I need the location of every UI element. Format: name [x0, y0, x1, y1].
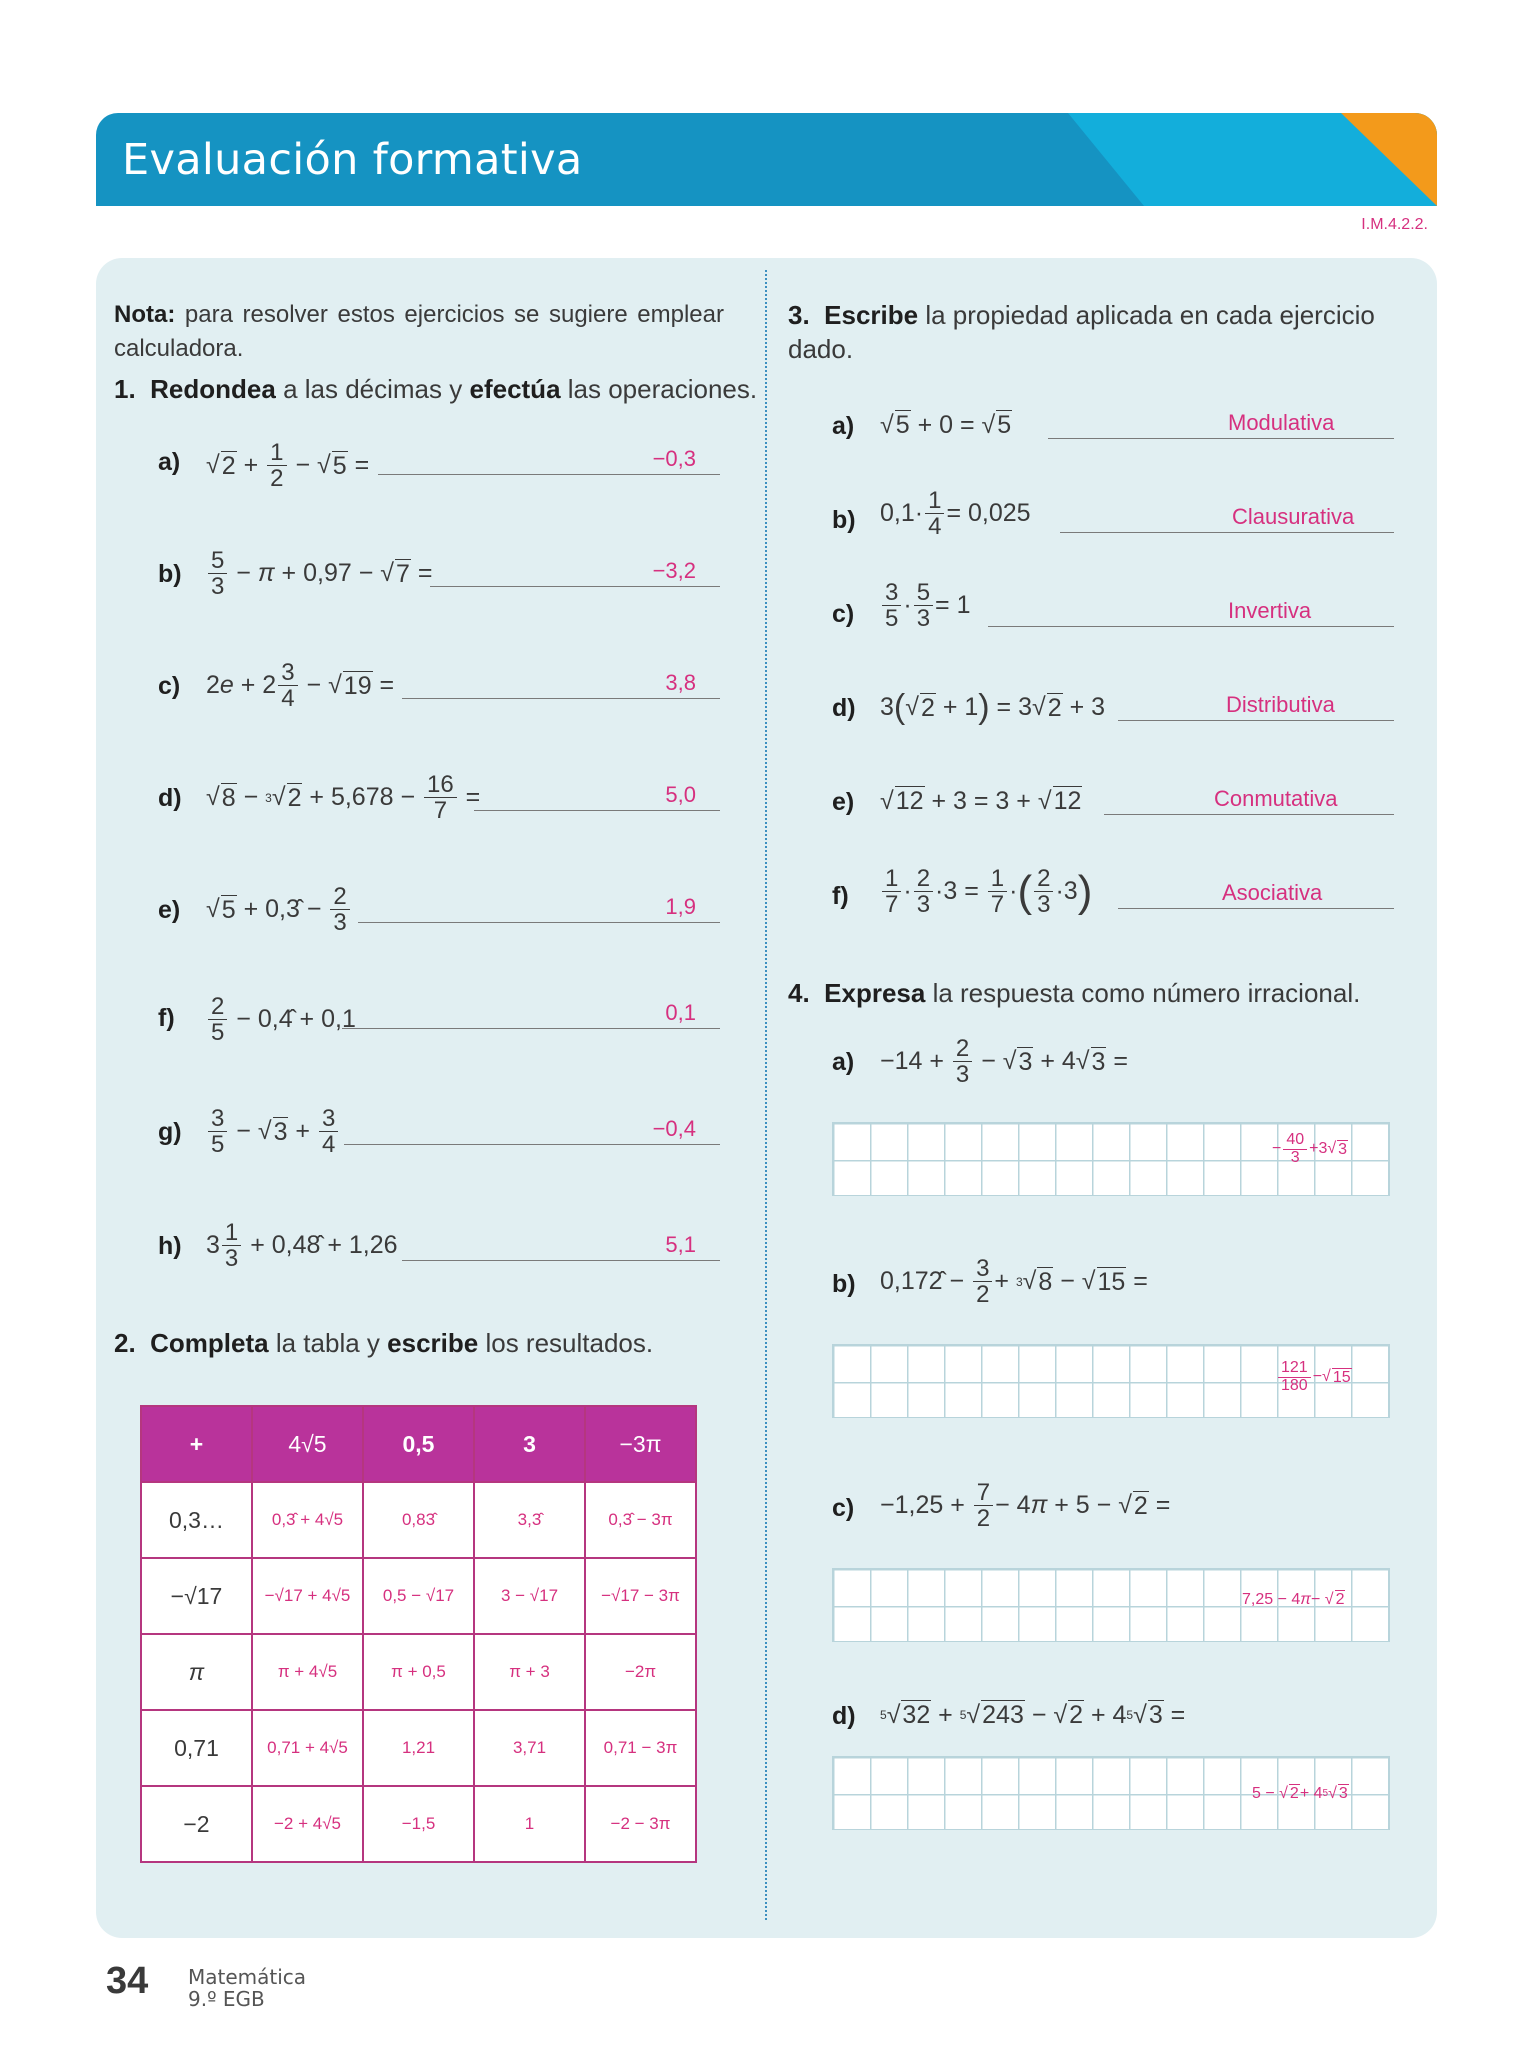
answer: −3,2: [652, 558, 696, 583]
answer-line: [1118, 880, 1394, 909]
expression: 0,1· $\frac{1}{4}$ = 0,025: [880, 487, 1031, 541]
note: [114, 298, 724, 366]
expression: 5 √ 32 + 5 √ 243 − √ 2 + 4 5 √ 3 =: [880, 1700, 1186, 1729]
expression: $\frac{2}{5}$ − 0,4̂ + 0,1: [206, 994, 356, 1045]
answer-line: [402, 1232, 720, 1261]
table-cell: 0,3…: [141, 1482, 252, 1558]
table-cell: 1,21: [363, 1710, 474, 1786]
item-label: d): [158, 784, 182, 812]
table-cell: 1: [474, 1786, 585, 1862]
instruction-text: los resultados.: [485, 1328, 654, 1358]
answer: 0,1: [665, 1000, 696, 1025]
answer: 5,1: [665, 1232, 696, 1257]
expression: $\frac{3}{5}$ · $\frac{5}{3}$ = 1: [880, 580, 971, 631]
table-cell: 0,71 + 4√5: [252, 1710, 363, 1786]
table-cell: 0,83̂: [363, 1482, 474, 1558]
item-label: e): [158, 896, 181, 924]
answer-line: [344, 1116, 720, 1145]
expression: $\frac{1}{7}$ · $\frac{2}{3}$ ·3 = $\frac{1}{7}$ · ( $\frac{2}{3}$ ·3 ): [880, 866, 1092, 917]
expression: 0,172̂ − $\frac{3}{2}$ + 3 √ 8 − √ 15 =: [880, 1255, 1148, 1309]
item-label: f): [832, 882, 849, 910]
expression: $\frac{3}{5}$ − √ 3 + $\frac{3}{4}$: [206, 1106, 340, 1157]
instruction-text: a las décimas y: [283, 374, 463, 404]
expression: √ 5 + 0 = √ 5: [880, 410, 1012, 439]
expression: 2 e + 2 $\frac{3}{4}$ − √ 19 =: [206, 659, 395, 713]
instruction-text: las operaciones.: [567, 374, 758, 404]
answer: 3,8: [665, 670, 696, 695]
grid-answer: 7,25 − 4 π − √ 2: [1242, 1590, 1345, 1608]
item-label: c): [158, 672, 181, 700]
table-header-cell: 4√5: [252, 1406, 363, 1482]
grade: 9.º EGB: [188, 1987, 265, 2011]
page-number: 34: [106, 1960, 149, 2002]
answer-line: [402, 670, 720, 699]
item-label: d): [832, 1702, 856, 1730]
table-cell: 3,71: [474, 1710, 585, 1786]
header-banner: [96, 113, 1437, 206]
answer-line: [1060, 504, 1394, 533]
answer: 1,9: [665, 894, 696, 919]
table-header-cell: +: [141, 1406, 252, 1482]
item-label: h): [158, 1232, 182, 1260]
table-row: [141, 1482, 696, 1558]
note-label: Nota:: [114, 301, 176, 328]
answer: −0,4: [652, 1116, 696, 1141]
table-cell: π + 4√5: [252, 1634, 363, 1710]
instruction-text: la respuesta como número irracional.: [932, 978, 1361, 1008]
expression: $\frac{5}{3}$ − π + 0,97 − √ 7 =: [206, 548, 432, 599]
grid-answer: 5 − √ 2 + 4 5 √ 3: [1252, 1784, 1348, 1802]
exercise-3-instruction: [788, 298, 1400, 366]
item-label: b): [158, 560, 182, 588]
instruction-verb: Completa: [150, 1328, 269, 1358]
table-header-cell: 0,5: [363, 1406, 474, 1482]
expression: √ 5 + 0,3̂ − $\frac{2}{3}$: [206, 884, 352, 935]
table-cell: 0,71: [141, 1710, 252, 1786]
item-label: e): [832, 788, 855, 816]
table-header-cell: −3π: [585, 1406, 696, 1482]
table-header-cell: 3: [474, 1406, 585, 1482]
item-label: c): [832, 1494, 855, 1522]
expression: −14 + $\frac{2}{3}$ − √ 3 + 4√ 3 =: [880, 1035, 1128, 1089]
answer: Asociativa: [1222, 880, 1323, 905]
answer-line: [430, 558, 720, 587]
answer-line: [988, 598, 1394, 627]
table-cell: −√17 − 3π: [585, 1558, 696, 1634]
table-row: [141, 1710, 696, 1786]
instruction-verb: Expresa: [824, 978, 926, 1008]
answer-line: [1104, 786, 1394, 815]
item-label: a): [158, 448, 181, 476]
exercise-number: 3.: [788, 300, 810, 330]
answer-line: [474, 782, 720, 811]
item-label: b): [832, 506, 856, 534]
answer-line: [1118, 692, 1394, 721]
answer-line: [378, 446, 720, 475]
instruction-text: la tabla y: [275, 1328, 380, 1358]
exercise-1-instruction: [114, 372, 757, 406]
grid-answer: − $\frac{40}{3}$ +3√ 3: [1272, 1131, 1348, 1166]
item-label: f): [158, 1004, 175, 1032]
dua-title: DUA: [1207, 13, 1269, 44]
table-cell: −2 + 4√5: [252, 1786, 363, 1862]
item-label: a): [832, 412, 855, 440]
answer-line: [358, 894, 720, 923]
column-divider: [765, 270, 767, 1920]
expression: √ 8 − 3 √ 2 + 5,678 − $\frac{16}{7}$ =: [206, 771, 481, 825]
table-cell: 0,3̂ − 3π: [585, 1482, 696, 1558]
answer: Modulativa: [1228, 410, 1335, 435]
table-header-row: [141, 1406, 696, 1482]
answer-line: [342, 1000, 720, 1029]
item-label: d): [832, 694, 856, 722]
indicator-code: I.M.4.2.2.: [1361, 216, 1428, 233]
instruction-verb: escribe: [387, 1328, 479, 1358]
dua-subtitle: Acción y expresión: [1123, 52, 1353, 80]
table-cell: −√17: [141, 1558, 252, 1634]
answer: −0,3: [652, 446, 696, 471]
table-cell: π + 3: [474, 1634, 585, 1710]
expression: 3 ( √ 2 + 1 ) = 3√ 2 + 3: [880, 688, 1106, 726]
table-cell: 0,3̂ + 4√5: [252, 1482, 363, 1558]
table-cell: 0,71 − 3π: [585, 1710, 696, 1786]
exercise-4-instruction: [788, 976, 1360, 1010]
item-label: a): [832, 1048, 855, 1076]
grid-answer: $\frac{121}{180}$ −√ 15: [1276, 1360, 1352, 1395]
sum-table: [140, 1405, 697, 1863]
instruction-verb: Escribe: [824, 300, 919, 330]
answer: Conmutativa: [1214, 786, 1338, 811]
note-text: para resolver estos ejercicios se sugiere emplear calculadora.: [114, 301, 724, 362]
table-cell: π: [141, 1634, 252, 1710]
answer-line: [1048, 410, 1394, 439]
answer: Invertiva: [1228, 598, 1312, 623]
expression: √ 2 + $\frac{1}{2}$ − √ 5 =: [206, 439, 370, 493]
exercise-2-instruction: [114, 1326, 653, 1360]
table-row: [141, 1558, 696, 1634]
table-cell: −2π: [585, 1634, 696, 1710]
answer: 5,0: [665, 782, 696, 807]
expression: 3 $\frac{1}{3}$ + 0,48̂ + 1,26: [206, 1219, 398, 1273]
table-cell: −2: [141, 1786, 252, 1862]
item-label: c): [832, 600, 855, 628]
table-row: [141, 1786, 696, 1862]
table-cell: −1,5: [363, 1786, 474, 1862]
table-cell: 3,3̂: [474, 1482, 585, 1558]
table-row: [141, 1634, 696, 1710]
instruction-verb: efectúa: [469, 374, 561, 404]
page-title: Evaluación formativa: [122, 135, 583, 185]
answer: Clausurativa: [1232, 504, 1355, 529]
exercise-number: 1.: [114, 374, 136, 404]
expression: √ 12 + 3 = 3 + √ 12: [880, 786, 1082, 815]
footer-subject: [188, 1966, 306, 2010]
instruction-text: la propiedad aplicada en cada ejercicio dado.: [788, 300, 1375, 364]
table-cell: −2 − 3π: [585, 1786, 696, 1862]
answer: Distributiva: [1226, 692, 1335, 717]
table-cell: −√17 + 4√5: [252, 1558, 363, 1634]
item-label: g): [158, 1118, 182, 1146]
item-label: b): [832, 1270, 856, 1298]
subject: Matemática: [188, 1965, 307, 1989]
instruction-verb: Redondea: [150, 374, 276, 404]
expression: −1,25 + $\frac{7}{2}$ − 4 π + 5 − √ 2 =: [880, 1479, 1171, 1533]
exercise-number: 2.: [114, 1328, 136, 1358]
table-cell: 3 − √17: [474, 1558, 585, 1634]
exercise-number: 4.: [788, 978, 810, 1008]
table-cell: 0,5 − √17: [363, 1558, 474, 1634]
table-cell: π + 0,5: [363, 1634, 474, 1710]
